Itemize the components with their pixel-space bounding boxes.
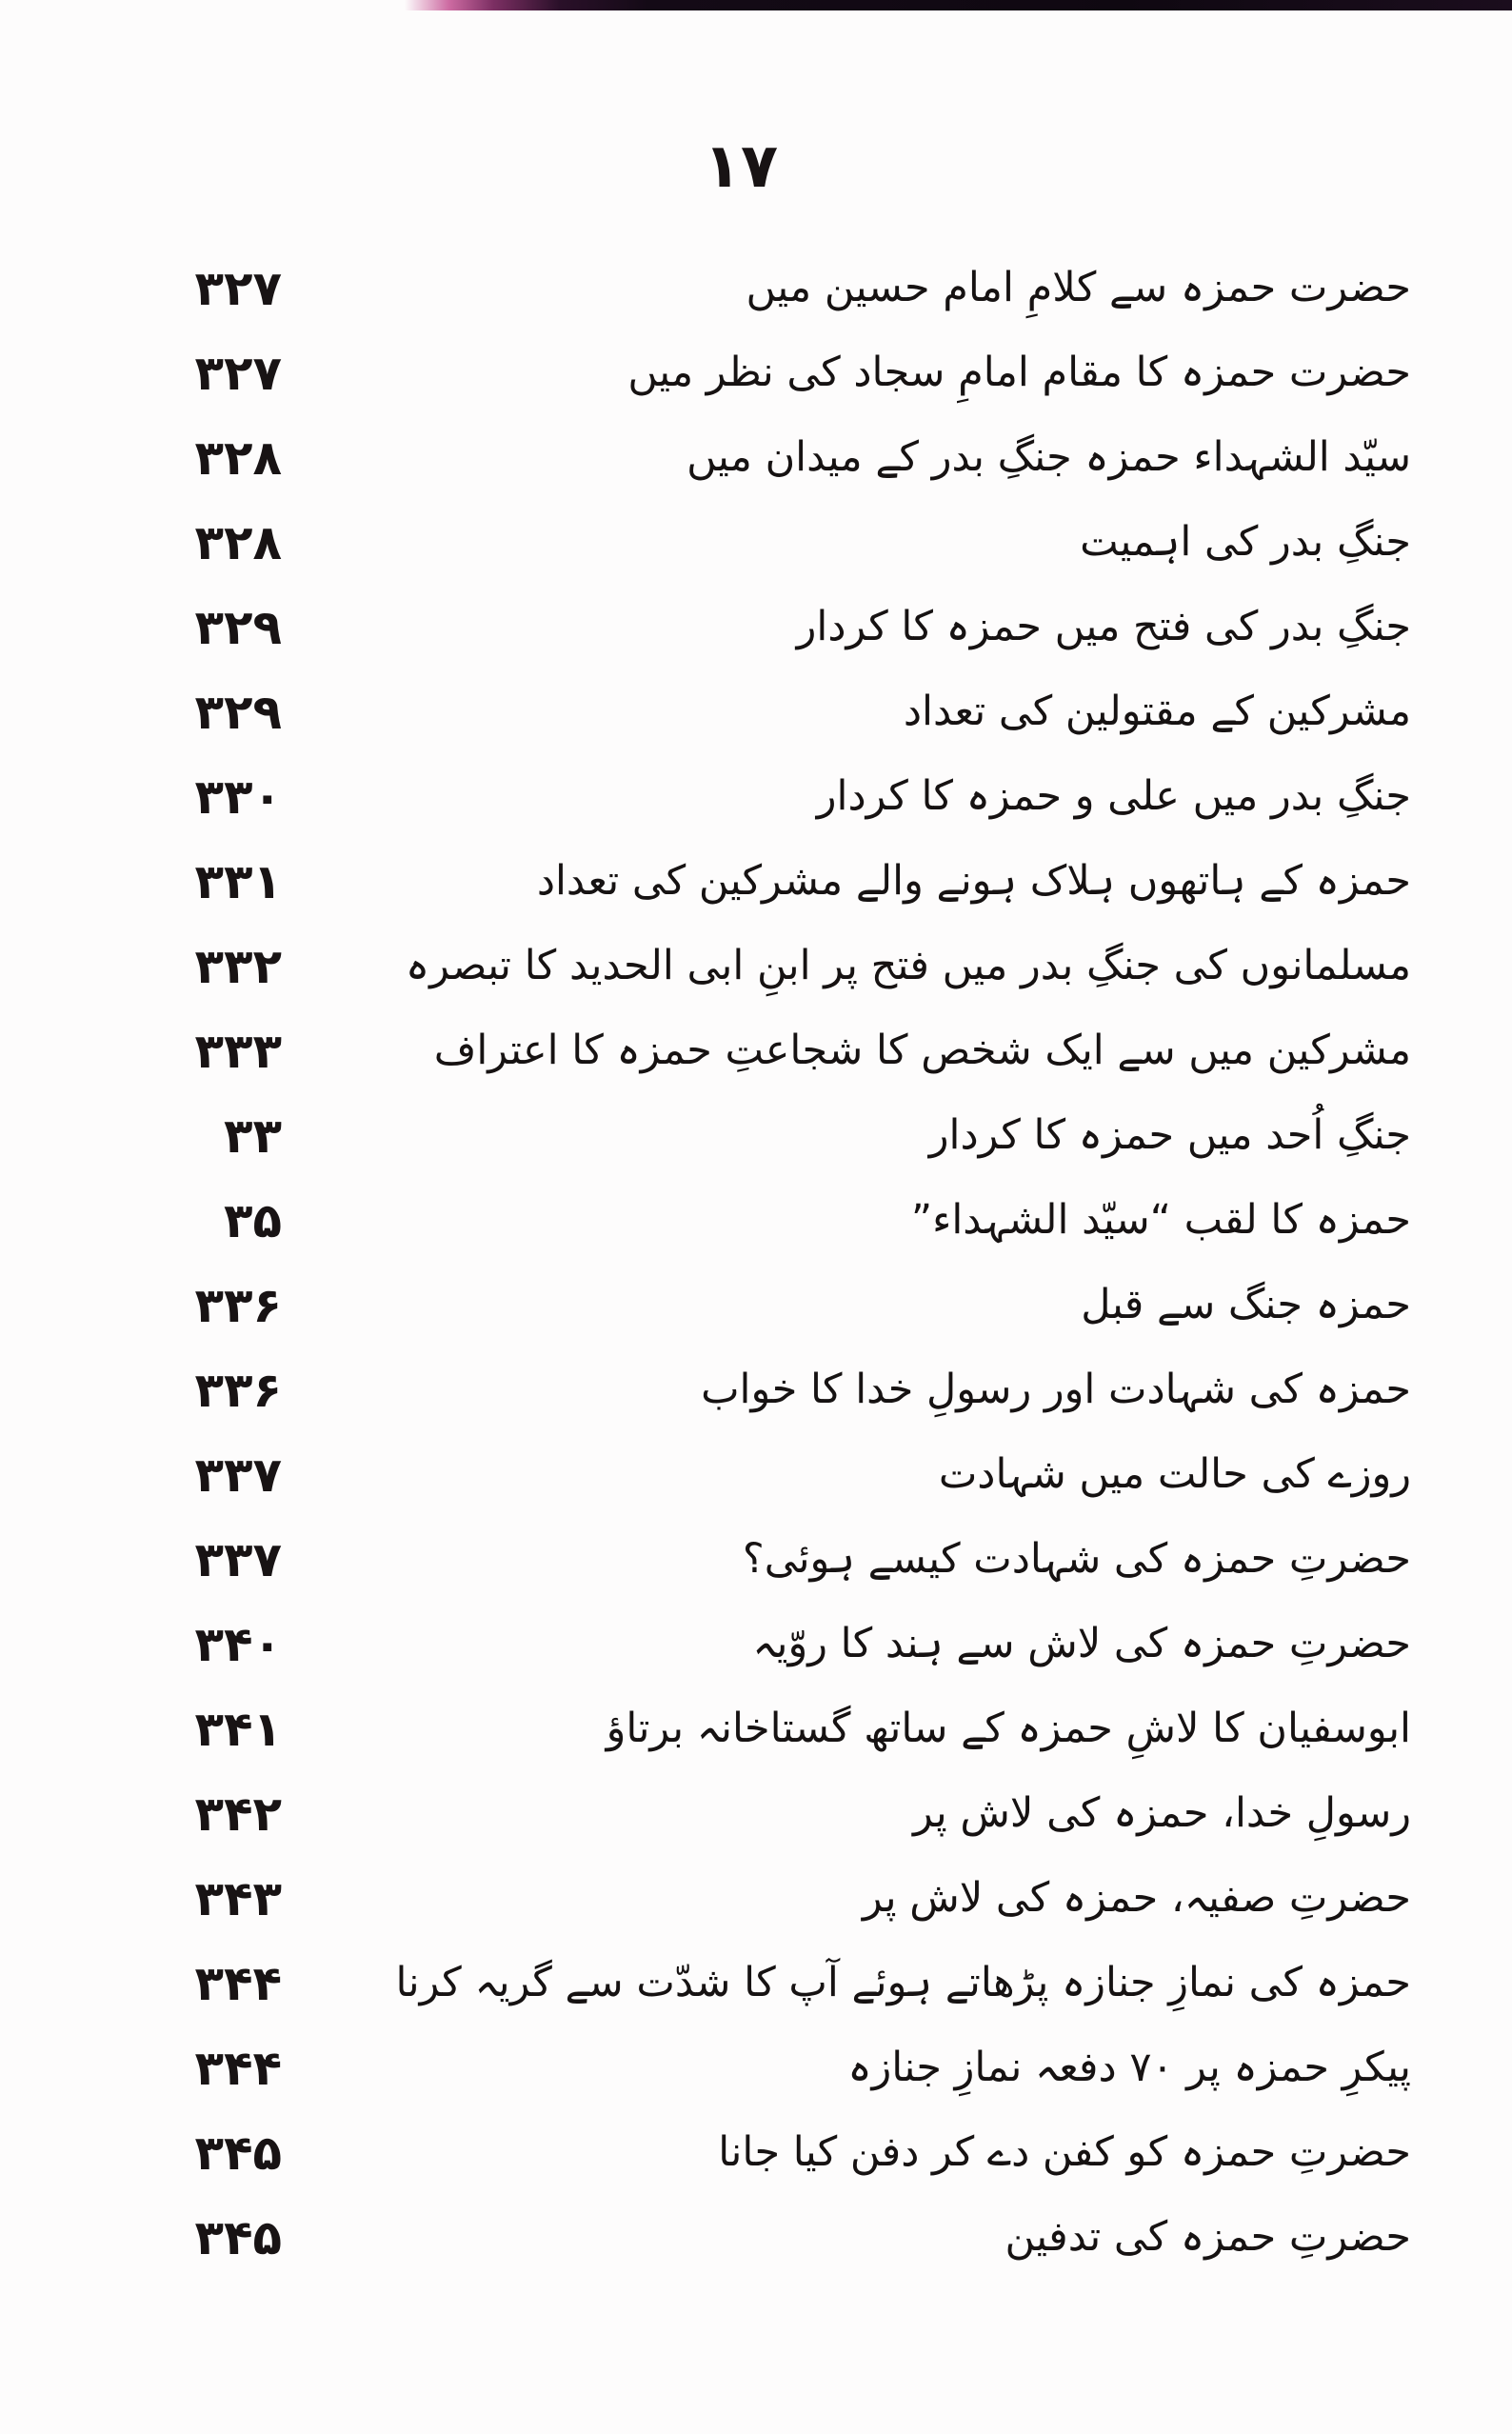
toc-entry-page-number: ۳۴۳	[194, 1870, 282, 1926]
toc-entry-title: روزے کی حالت میں شہادت	[938, 1450, 1411, 1498]
toc-row	[99, 1602, 1411, 1686]
toc-entry-page-number: ۳۴۵	[194, 2125, 282, 2181]
toc-row	[99, 1347, 1411, 1432]
toc-row	[99, 1008, 1411, 1093]
toc-row	[99, 2025, 1411, 2110]
toc-row	[99, 1178, 1411, 1263]
toc-row	[99, 1686, 1411, 1771]
toc-entry-page-number: ۳۳۶	[194, 1362, 282, 1418]
toc-entry-title: ابوسفیان کا لاشِ حمزہ کے ساتھ گستاخانہ برتاؤ	[606, 1705, 1411, 1752]
toc-entry-page-number: ۳۴۱	[194, 1701, 282, 1757]
toc-entry-title: حمزہ کی شہادت اور رسولِ خدا کا خواب	[701, 1366, 1411, 1413]
toc-entry-page-number: ۳۲۸	[194, 429, 282, 486]
toc-entry-page-number: ۳۳۶	[194, 1277, 282, 1333]
toc-entry-page-number: ۳۳۲	[194, 938, 282, 994]
toc-entry-page-number: ۳۳۱	[194, 853, 282, 909]
toc-row	[99, 1517, 1411, 1602]
toc-entry-title: پیکرِ حمزہ پر ۷۰ دفعہ نمازِ جنازہ	[847, 2044, 1411, 2091]
toc-row	[99, 1432, 1411, 1517]
toc-entry-page-number: ۳۳۷	[194, 1446, 282, 1503]
toc-entry-page-number: ۳۲۹	[194, 684, 282, 740]
toc-row	[99, 1771, 1411, 1856]
toc-entry-title: حضرتِ حمزہ کی تدفین	[1005, 2213, 1411, 2261]
toc-row	[99, 669, 1411, 754]
toc-entry-page-number: ۳۲۹	[194, 599, 282, 655]
toc-entry-title: حمزہ کا لقب “سیّد الشہداء”	[910, 1196, 1411, 1244]
toc-entry-page-number: ۳۳۰	[194, 768, 282, 825]
toc-entry-title: حضرتِ حمزہ کی شہادت کیسے ہوئی؟	[742, 1535, 1411, 1583]
toc-entry-title: حمزہ کی نمازِ جنازہ پڑھاتے ہوئے آپ کا شدّت سے گریہ کرنا	[395, 1959, 1411, 2006]
toc-entry-page-number: ۳۴۵	[194, 2209, 282, 2265]
toc-row	[99, 2195, 1411, 2280]
toc-entry-title: حضرت حمزہ سے کلامِ امام حسین میں	[746, 264, 1411, 311]
toc-entry-title: جنگِ اُحد میں حمزہ کا کردار	[928, 1111, 1411, 1159]
toc-entry-page-number: ۳۳۳	[194, 1023, 282, 1079]
toc-entry-page-number: ۳۴۴	[194, 2040, 282, 2096]
toc-entry-title: حمزہ جنگ سے قبل	[1081, 1281, 1411, 1328]
toc-entry-title: مشرکین میں سے ایک شخص کا شجاعتِ حمزہ کا اعتراف	[433, 1027, 1411, 1074]
toc-entry-page-number: ۳۲۸	[194, 514, 282, 570]
toc-row	[99, 1093, 1411, 1178]
toc-list	[99, 246, 1411, 2280]
toc-entry-title: جنگِ بدر میں علی و حمزہ کا کردار	[816, 772, 1411, 820]
toc-row	[99, 924, 1411, 1008]
toc-entry-title: حضرتِ صفیہ، حمزہ کی لاش پر	[862, 1874, 1411, 1922]
toc-entry-page-number: ۳۵	[223, 1192, 282, 1248]
toc-row	[99, 754, 1411, 839]
toc-entry-title: جنگِ بدر کی فتح میں حمزہ کا کردار	[796, 603, 1411, 650]
toc-entry-page-number: ۳۲۷	[194, 260, 282, 316]
toc-row	[99, 330, 1411, 415]
book-edge-line	[405, 0, 1512, 10]
toc-entry-title: سیّد الشہداء حمزہ جنگِ بدر کے میدان میں	[686, 433, 1411, 481]
toc-entry-title: جنگِ بدر کی اہمیت	[1080, 518, 1411, 566]
toc-entry-title: مسلمانوں کی جنگِ بدر میں فتح پر ابنِ ابی الحدید کا تبصرہ	[405, 942, 1411, 989]
toc-entry-title: حضرتِ حمزہ کی لاش سے ہند کا روّیہ	[752, 1620, 1411, 1667]
toc-row	[99, 1856, 1411, 1941]
toc-row	[99, 1263, 1411, 1347]
toc-row	[99, 500, 1411, 585]
toc-entry-page-number: ۳۲۷	[194, 345, 282, 401]
toc-entry-page-number: ۳۳	[223, 1107, 282, 1164]
toc-row	[99, 1941, 1411, 2025]
toc-entry-title: مشرکین کے مقتولین کی تعداد	[903, 688, 1411, 735]
toc-row	[99, 585, 1411, 669]
toc-entry-page-number: ۳۳۷	[194, 1531, 282, 1587]
toc-row	[99, 839, 1411, 924]
page-number: ۱۷	[703, 131, 779, 202]
toc-entry-page-number: ۳۴۲	[194, 1786, 282, 1842]
toc-entry-title: رسولِ خدا، حمزہ کی لاش پر	[913, 1789, 1411, 1837]
toc-entry-title: حضرتِ حمزہ کو کفن دے کر دفن کیا جانا	[718, 2128, 1411, 2176]
toc-row	[99, 246, 1411, 330]
toc-entry-page-number: ۳۴۴	[194, 1955, 282, 2011]
toc-row	[99, 2110, 1411, 2195]
toc-row	[99, 415, 1411, 500]
toc-entry-title: حمزہ کے ہاتھوں ہلاک ہونے والے مشرکین کی تعداد	[536, 857, 1411, 905]
toc-entry-page-number: ۳۴۰	[194, 1616, 282, 1672]
toc-entry-title: حضرت حمزہ کا مقام امامِ سجاد کی نظر میں	[627, 349, 1411, 396]
